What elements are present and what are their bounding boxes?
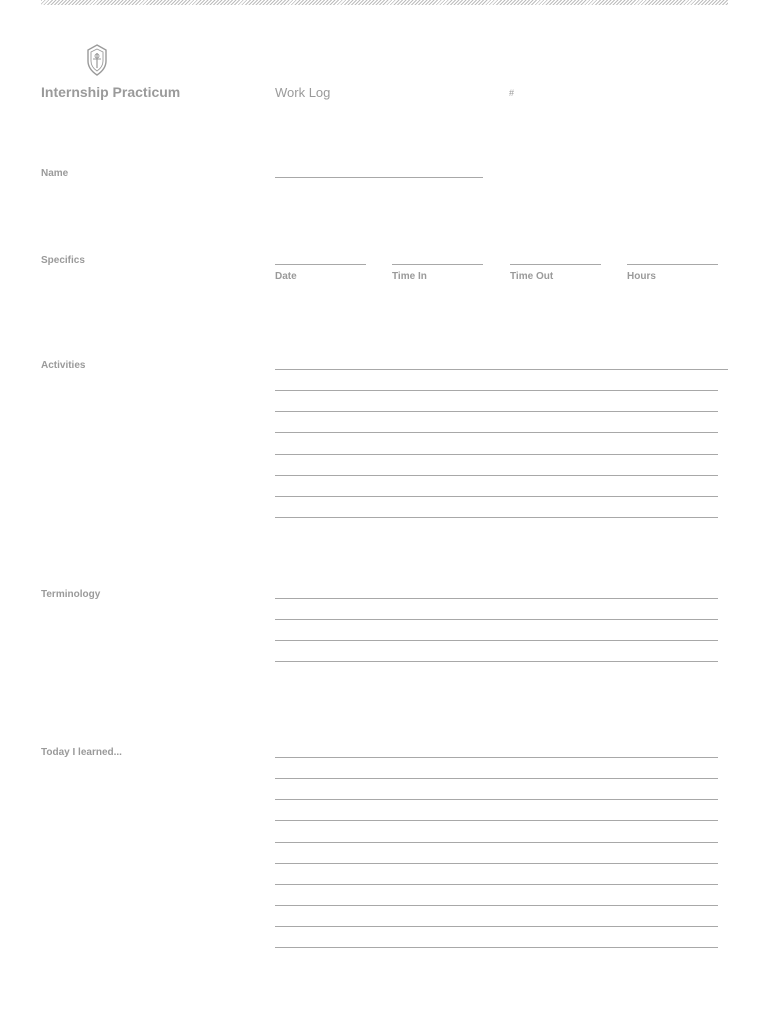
date-label: Date <box>275 271 297 282</box>
doc-title: Work Log <box>275 85 331 100</box>
activities-label: Activities <box>41 360 86 371</box>
brand-title: Internship Practicum <box>41 84 181 100</box>
learned-label: Today I learned... <box>41 747 122 758</box>
activities-line[interactable] <box>275 454 718 455</box>
name-label: Name <box>41 168 69 179</box>
activities-line[interactable] <box>275 432 718 433</box>
name-field-line[interactable] <box>275 177 483 178</box>
activities-line[interactable] <box>275 411 718 412</box>
learned-line[interactable] <box>275 820 718 821</box>
terminology-line[interactable] <box>275 619 718 620</box>
terminology-line[interactable] <box>275 598 718 599</box>
activities-line[interactable] <box>275 517 718 518</box>
learned-line[interactable] <box>275 799 718 800</box>
learned-line[interactable] <box>275 863 718 864</box>
terminology-line[interactable] <box>275 640 718 641</box>
shield-crest-icon <box>86 44 108 78</box>
learned-line[interactable] <box>275 905 718 906</box>
activities-line[interactable] <box>275 390 718 391</box>
learned-line[interactable] <box>275 884 718 885</box>
terminology-line[interactable] <box>275 661 718 662</box>
hours-label: Hours <box>627 271 656 282</box>
learned-line[interactable] <box>275 926 718 927</box>
specifics-label: Specifics <box>41 255 85 266</box>
time-in-label: Time In <box>392 271 427 282</box>
learned-line[interactable] <box>275 947 718 948</box>
number-mark: # <box>509 88 515 98</box>
activities-line[interactable] <box>275 475 718 476</box>
date-field-line[interactable] <box>275 264 366 265</box>
top-hatch-bar <box>41 0 728 5</box>
time-out-label: Time Out <box>510 271 554 282</box>
learned-line[interactable] <box>275 778 718 779</box>
learned-line[interactable] <box>275 757 718 758</box>
terminology-label: Terminology <box>41 589 101 600</box>
activities-line[interactable] <box>275 496 718 497</box>
learned-line[interactable] <box>275 842 718 843</box>
time-out-field-line[interactable] <box>510 264 601 265</box>
hours-field-line[interactable] <box>627 264 718 265</box>
time-in-field-line[interactable] <box>392 264 483 265</box>
activities-line[interactable] <box>275 369 728 370</box>
